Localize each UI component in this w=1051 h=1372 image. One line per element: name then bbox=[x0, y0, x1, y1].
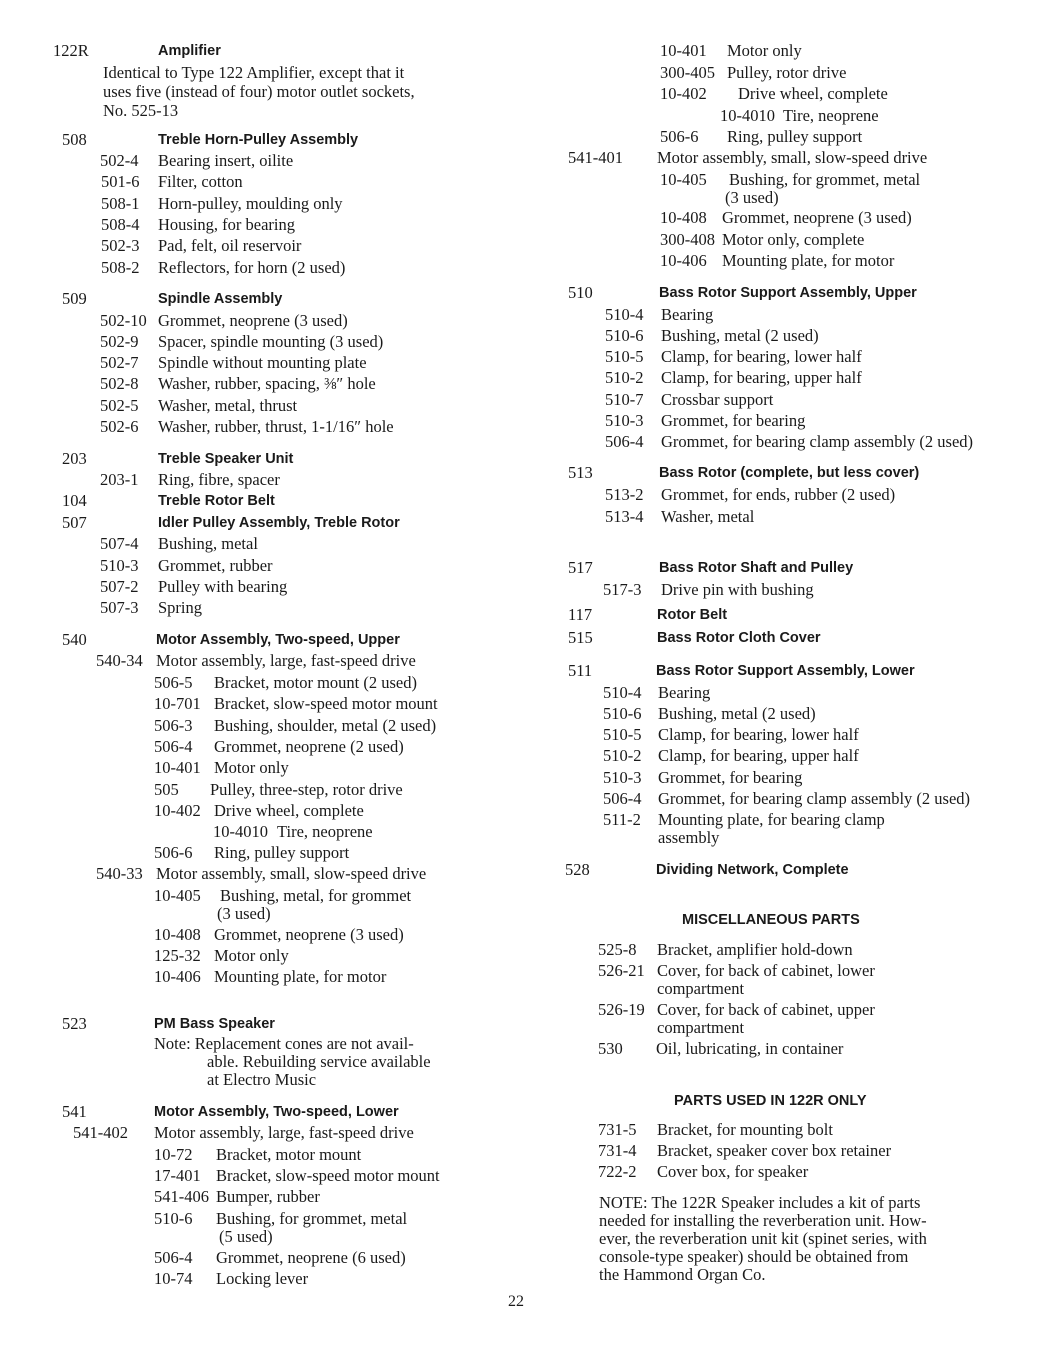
part-description: Mounting plate, for motor bbox=[214, 967, 387, 986]
part-number: 540-34 bbox=[96, 651, 143, 670]
part-description: Motor only, complete bbox=[722, 230, 865, 249]
part-description: Grommet, rubber bbox=[158, 556, 273, 575]
section-heading: Dividing Network, Complete bbox=[656, 862, 849, 878]
part-description: Housing, for bearing bbox=[158, 215, 296, 234]
part-description: Bushing, for grommet, metal bbox=[216, 1209, 408, 1228]
part-description: Mounting plate, for bearing clamp bbox=[658, 810, 885, 829]
part-number: 540-33 bbox=[96, 864, 143, 883]
part-description: Tire, neoprene bbox=[783, 106, 879, 125]
part-number: 510-6 bbox=[154, 1209, 193, 1228]
part-description: Grommet, neoprene (3 used) bbox=[214, 925, 404, 944]
part-description: Grommet, for bearing bbox=[658, 768, 803, 787]
part-description: Drive wheel, complete bbox=[214, 801, 364, 820]
part-description: Mounting plate, for motor bbox=[722, 251, 895, 270]
part-number: 507-2 bbox=[100, 577, 139, 596]
part-number: 510-6 bbox=[603, 704, 642, 723]
part-description: Grommet, neoprene (6 used) bbox=[216, 1248, 406, 1267]
part-description: (3 used) bbox=[217, 904, 271, 923]
part-description: Cover, for back of cabinet, upper bbox=[657, 1000, 875, 1019]
part-description: Grommet, for bearing bbox=[661, 411, 806, 430]
part-number: 513-2 bbox=[605, 485, 644, 504]
part-description: Oil, lubricating, in container bbox=[656, 1039, 844, 1058]
part-number: 10-4010 bbox=[213, 822, 268, 841]
part-description: Cover box, for speaker bbox=[657, 1162, 809, 1181]
part-description: Bushing, for grommet, metal bbox=[729, 170, 921, 189]
part-description: ever, the reverberation unit kit (spinet series, with bbox=[599, 1229, 927, 1248]
part-description: Filter, cotton bbox=[158, 172, 243, 191]
section-heading: Idler Pulley Assembly, Treble Rotor bbox=[158, 515, 400, 531]
part-description: Motor only bbox=[214, 946, 289, 965]
part-description: Bracket, motor mount (2 used) bbox=[214, 673, 417, 692]
part-description: Note: Replacement cones are not avail- bbox=[154, 1034, 414, 1053]
part-number: 510-3 bbox=[603, 768, 642, 787]
part-number: 507-3 bbox=[100, 598, 139, 617]
part-number: 510-2 bbox=[605, 368, 644, 387]
part-number: 508-2 bbox=[101, 258, 140, 277]
part-description: Grommet, for bearing clamp assembly (2 used) bbox=[658, 789, 971, 808]
part-description: Clamp, for bearing, upper half bbox=[661, 368, 862, 387]
part-description: Motor assembly, small, slow-speed drive bbox=[156, 864, 427, 883]
part-number: 523 bbox=[62, 1014, 87, 1033]
part-number: 17-401 bbox=[154, 1166, 201, 1185]
part-description: Drive pin with bushing bbox=[661, 580, 814, 599]
part-number: 511-2 bbox=[603, 810, 641, 829]
part-description: Motor assembly, large, fast-speed drive bbox=[156, 651, 416, 670]
part-number: 10-401 bbox=[660, 41, 707, 60]
part-number: 513-4 bbox=[605, 507, 644, 526]
part-description: Motor only bbox=[214, 758, 289, 777]
part-description: Motor only bbox=[727, 41, 802, 60]
part-description: Clamp, for bearing, upper half bbox=[658, 746, 859, 765]
part-description: at Electro Music bbox=[207, 1070, 317, 1089]
section-heading: Amplifier bbox=[158, 43, 221, 59]
part-description: Bracket, motor mount bbox=[216, 1145, 362, 1164]
part-description: Bracket, slow-speed motor mount bbox=[216, 1166, 440, 1185]
part-description: Bracket, amplifier hold-down bbox=[657, 940, 853, 959]
part-number: 510-4 bbox=[605, 305, 644, 324]
part-number: 10-405 bbox=[660, 170, 707, 189]
part-number: 541-406 bbox=[154, 1187, 209, 1206]
part-number: 502-4 bbox=[100, 151, 139, 170]
part-number: 507 bbox=[62, 513, 87, 532]
part-number: 10-72 bbox=[154, 1145, 193, 1164]
section-heading: Bass Rotor Shaft and Pulley bbox=[659, 560, 854, 576]
part-description: No. 525-13 bbox=[103, 101, 179, 120]
part-description: Drive wheel, complete bbox=[738, 84, 888, 103]
part-number: 502-5 bbox=[100, 396, 139, 415]
part-description: Bracket, speaker cover box retainer bbox=[657, 1141, 892, 1160]
part-description: Bearing bbox=[661, 305, 714, 324]
part-description: (5 used) bbox=[219, 1227, 273, 1246]
part-description: Tire, neoprene bbox=[277, 822, 373, 841]
part-number: 511 bbox=[568, 661, 593, 680]
section-heading: Motor Assembly, Two-speed, Lower bbox=[154, 1104, 399, 1120]
part-description: Pulley, rotor drive bbox=[727, 63, 847, 82]
part-number: 541 bbox=[62, 1102, 87, 1121]
part-description: Bushing, metal (2 used) bbox=[661, 326, 819, 345]
part-number: 540 bbox=[62, 630, 87, 649]
section-heading: Bass Rotor (complete, but less cover) bbox=[659, 465, 920, 481]
part-description: compartment bbox=[657, 979, 745, 998]
part-description: Bracket, for mounting bolt bbox=[657, 1120, 833, 1139]
section-heading: Bass Rotor Support Assembly, Lower bbox=[656, 663, 915, 679]
part-description: Bracket, slow-speed motor mount bbox=[214, 694, 438, 713]
part-description: Horn-pulley, moulding only bbox=[158, 194, 343, 213]
part-number: 517 bbox=[568, 558, 593, 577]
part-description: Clamp, for bearing, lower half bbox=[658, 725, 859, 744]
part-number: 502-10 bbox=[100, 311, 147, 330]
page-number: 22 bbox=[508, 1293, 524, 1310]
part-description: Spring bbox=[158, 598, 203, 617]
part-number: 508-4 bbox=[101, 215, 140, 234]
part-number: 502-9 bbox=[100, 332, 139, 351]
part-number: 506-4 bbox=[605, 432, 644, 451]
part-number: 530 bbox=[598, 1039, 623, 1058]
part-description: assembly bbox=[658, 828, 720, 847]
section-heading: Motor Assembly, Two-speed, Upper bbox=[156, 632, 400, 648]
part-number: 10-408 bbox=[154, 925, 201, 944]
part-number: 528 bbox=[565, 860, 590, 879]
part-number: 506-6 bbox=[660, 127, 699, 146]
part-description: Bushing, metal (2 used) bbox=[658, 704, 816, 723]
part-number: 510-5 bbox=[603, 725, 642, 744]
part-description: Locking lever bbox=[216, 1269, 309, 1288]
part-number: 10-402 bbox=[660, 84, 707, 103]
part-description: compartment bbox=[657, 1018, 745, 1037]
part-number: 502-7 bbox=[100, 353, 139, 372]
part-number: 526-21 bbox=[598, 961, 645, 980]
part-number: 502-8 bbox=[100, 374, 139, 393]
part-description: Crossbar support bbox=[661, 390, 774, 409]
part-number: 510-3 bbox=[100, 556, 139, 575]
part-number: 722-2 bbox=[598, 1162, 637, 1181]
part-description: Grommet, neoprene (3 used) bbox=[158, 311, 348, 330]
section-heading: Treble Rotor Belt bbox=[158, 493, 275, 509]
part-number: 506-6 bbox=[154, 843, 193, 862]
part-number: 300-405 bbox=[660, 63, 715, 82]
part-description: Pulley, three-step, rotor drive bbox=[210, 780, 403, 799]
part-number: 10-74 bbox=[154, 1269, 193, 1288]
part-description: Ring, pulley support bbox=[214, 843, 350, 862]
part-number: 510-2 bbox=[603, 746, 642, 765]
part-number: 10-406 bbox=[660, 251, 707, 270]
part-description: Washer, rubber, thrust, 1-1/16″ hole bbox=[158, 417, 394, 436]
part-number: 510-3 bbox=[605, 411, 644, 430]
part-description: (3 used) bbox=[725, 188, 779, 207]
part-number: 510-6 bbox=[605, 326, 644, 345]
part-number: 505 bbox=[154, 780, 179, 799]
part-description: Cover, for back of cabinet, lower bbox=[657, 961, 875, 980]
section-heading: PM Bass Speaker bbox=[154, 1016, 275, 1032]
section-heading: Bass Rotor Cloth Cover bbox=[657, 630, 821, 646]
part-number: 10-4010 bbox=[720, 106, 775, 125]
part-number: 10-401 bbox=[154, 758, 201, 777]
part-description: Clamp, for bearing, lower half bbox=[661, 347, 862, 366]
part-number: 10-405 bbox=[154, 886, 201, 905]
part-number: 506-3 bbox=[154, 716, 193, 735]
part-number: 526-19 bbox=[598, 1000, 645, 1019]
part-number: 122R bbox=[53, 41, 89, 60]
part-number: 506-4 bbox=[154, 1248, 193, 1267]
part-number: 517-3 bbox=[603, 580, 642, 599]
part-number: 510-5 bbox=[605, 347, 644, 366]
part-description: Ring, fibre, spacer bbox=[158, 470, 280, 489]
part-description: needed for installing the reverberation unit. How- bbox=[599, 1211, 927, 1230]
part-description: Pad, felt, oil reservoir bbox=[158, 236, 302, 255]
part-description: Identical to Type 122 Amplifier, except that it bbox=[103, 63, 405, 82]
part-number: 731-5 bbox=[598, 1120, 637, 1139]
part-description: Bumper, rubber bbox=[216, 1187, 320, 1206]
part-description: Washer, metal bbox=[661, 507, 755, 526]
part-number: 502-3 bbox=[101, 236, 140, 255]
part-description: Spacer, spindle mounting (3 used) bbox=[158, 332, 384, 351]
part-number: 541-401 bbox=[568, 148, 623, 167]
part-description: Grommet, neoprene (3 used) bbox=[722, 208, 912, 227]
part-number: 541-402 bbox=[73, 1123, 128, 1142]
part-description: Washer, metal, thrust bbox=[158, 396, 298, 415]
part-description: Ring, pulley support bbox=[727, 127, 863, 146]
part-number: 10-408 bbox=[660, 208, 707, 227]
part-number: 506-4 bbox=[603, 789, 642, 808]
part-description: Bearing insert, oilite bbox=[158, 151, 294, 170]
part-description: Bushing, shoulder, metal (2 used) bbox=[214, 716, 437, 735]
part-number: 509 bbox=[62, 289, 87, 308]
section-heading: Treble Horn-Pulley Assembly bbox=[158, 132, 359, 148]
section-heading: Treble Speaker Unit bbox=[158, 451, 294, 467]
part-description: NOTE: The 122R Speaker includes a kit of parts bbox=[599, 1193, 921, 1212]
part-description: uses five (instead of four) motor outlet sockets, bbox=[103, 82, 415, 101]
part-description: Reflectors, for horn (2 used) bbox=[158, 258, 346, 277]
section-heading: Rotor Belt bbox=[657, 607, 728, 623]
part-number: 508 bbox=[62, 130, 87, 149]
part-description: Washer, rubber, spacing, ⅜″ hole bbox=[158, 374, 376, 393]
part-number: 731-4 bbox=[598, 1141, 637, 1160]
part-number: 104 bbox=[62, 491, 87, 510]
part-number: 125-32 bbox=[154, 946, 201, 965]
part-description: Bushing, metal, for grommet bbox=[220, 886, 412, 905]
part-description: Grommet, for bearing clamp assembly (2 used) bbox=[661, 432, 974, 451]
part-number: 515 bbox=[568, 628, 593, 647]
part-number: 510-7 bbox=[605, 390, 644, 409]
section-heading: Spindle Assembly bbox=[158, 291, 283, 307]
part-number: 506-4 bbox=[154, 737, 193, 756]
part-description: console-type speaker) should be obtained from bbox=[599, 1247, 909, 1266]
section-heading: PARTS USED IN 122R ONLY bbox=[674, 1093, 867, 1109]
part-number: 117 bbox=[568, 605, 593, 624]
part-number: 513 bbox=[568, 463, 593, 482]
part-number: 510 bbox=[568, 283, 593, 302]
part-number: 508-1 bbox=[101, 194, 140, 213]
part-description: able. Rebuilding service available bbox=[207, 1052, 431, 1071]
part-description: Spindle without mounting plate bbox=[158, 353, 367, 372]
part-description: Motor assembly, small, slow-speed drive bbox=[657, 148, 928, 167]
part-number: 10-402 bbox=[154, 801, 201, 820]
part-number: 501-6 bbox=[101, 172, 140, 191]
part-description: Pulley with bearing bbox=[158, 577, 288, 596]
part-number: 10-701 bbox=[154, 694, 201, 713]
part-number: 506-5 bbox=[154, 673, 193, 692]
part-number: 300-408 bbox=[660, 230, 715, 249]
part-number: 507-4 bbox=[100, 534, 139, 553]
section-heading: Bass Rotor Support Assembly, Upper bbox=[659, 285, 917, 301]
section-heading: MISCELLANEOUS PARTS bbox=[682, 912, 860, 928]
part-description: Bearing bbox=[658, 683, 711, 702]
part-number: 10-406 bbox=[154, 967, 201, 986]
part-number: 525-8 bbox=[598, 940, 637, 959]
part-description: the Hammond Organ Co. bbox=[599, 1265, 766, 1284]
part-description: Grommet, neoprene (2 used) bbox=[214, 737, 404, 756]
part-number: 203 bbox=[62, 449, 87, 468]
part-description: Motor assembly, large, fast-speed drive bbox=[154, 1123, 414, 1142]
part-number: 203-1 bbox=[100, 470, 139, 489]
part-number: 502-6 bbox=[100, 417, 139, 436]
part-description: Grommet, for ends, rubber (2 used) bbox=[661, 485, 896, 504]
part-description: Bushing, metal bbox=[158, 534, 258, 553]
part-number: 510-4 bbox=[603, 683, 642, 702]
